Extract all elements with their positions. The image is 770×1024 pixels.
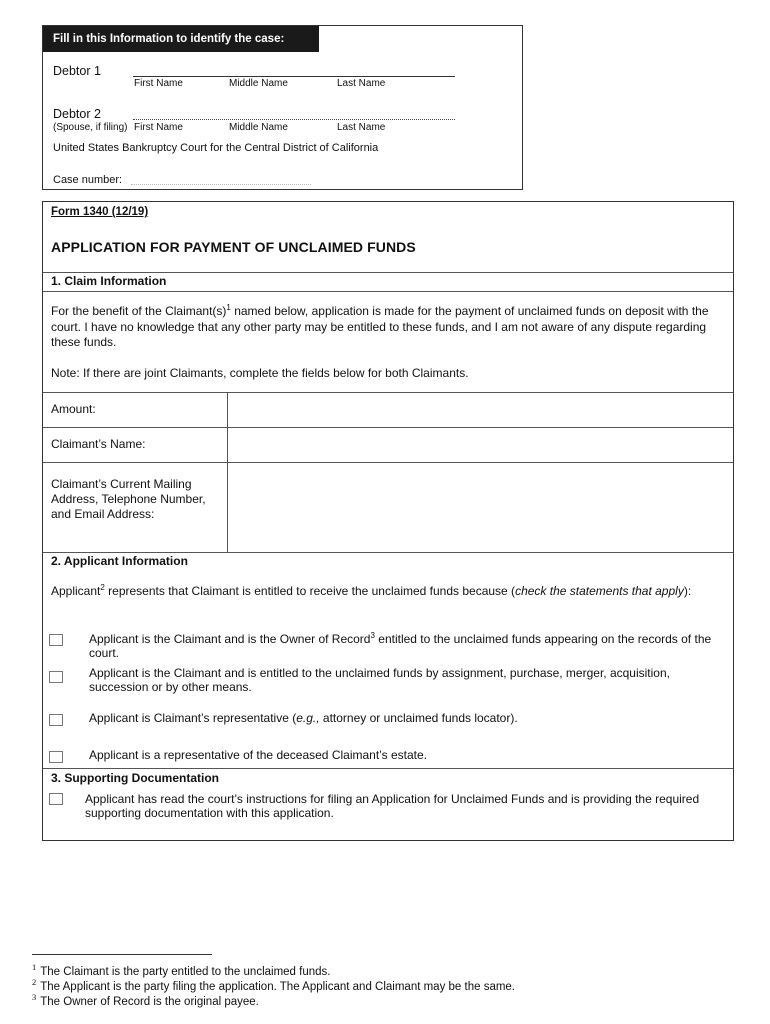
claim-fields-table [43, 392, 733, 552]
divider [43, 552, 733, 553]
assignment-option: Applicant is the Claimant and is entitled to the unclaimed funds by assignment, purchase, merger, acquisition, succession or by other means. [89, 666, 670, 694]
debtor2-name-field[interactable] [133, 119, 455, 120]
case-box-header: Fill in this Information to identify the case: [43, 26, 319, 52]
footnote-2: $^2$ The Applicant is the party filing the application. The Applicant and Claimant may be the same. [32, 977, 516, 993]
estate-representative-option: Applicant is a representative of the deceased Claimant’s estate. [89, 748, 427, 762]
section3-title: 3. Supporting Documentation [51, 771, 219, 785]
court-name: United States Bankruptcy Court for the Central District of California [53, 142, 379, 154]
spouse-note: (Spouse, if filing) [53, 122, 128, 133]
representative-checkbox[interactable] [49, 714, 63, 726]
debtor2-last-name-label: Last Name [337, 122, 386, 133]
applicant-intro: Applicant$^2$ represents that Claimant is entitled to receive the unclaimed funds because (check the statements that apply): [51, 583, 692, 598]
debtor1-middle-name-label: Middle Name [229, 78, 288, 89]
claimant-address-field[interactable] [228, 463, 733, 552]
owner-of-record-option: Applicant is the Claimant and is the Owner of Record$^3$ entitled to the unclaimed funds appearing on the records of the court. [89, 631, 712, 660]
debtor2-middle-name-label: Middle Name [229, 122, 288, 133]
case-identification-box [42, 25, 523, 190]
divider [43, 768, 733, 769]
debtor1-first-name-label: First Name [134, 78, 183, 89]
assignment-checkbox[interactable] [49, 671, 63, 683]
debtor2-label: Debtor 2 [53, 107, 101, 121]
debtor2-first-name-label: First Name [134, 122, 183, 133]
debtor1-name-field[interactable] [133, 76, 455, 77]
owner-of-record-checkbox[interactable] [49, 634, 63, 646]
footnote-1: $^1$ The Claimant is the party entitled to the unclaimed funds. [32, 962, 331, 978]
joint-claimants-note: Note: If there are joint Claimants, complete the fields below for both Claimants. [51, 366, 469, 380]
case-number-label: Case number: [53, 174, 123, 186]
amount-field[interactable] [228, 392, 733, 427]
section2-title: 2. Applicant Information [51, 554, 188, 568]
supporting-docs-option: Applicant has read the court’s instructions for filing an Application for Unclaimed Funds and is providing the required supporting documentation with this application. [85, 792, 700, 820]
estate-representative-checkbox[interactable] [49, 751, 63, 763]
claimant-address-label: Claimant’s Current Mailing Address, Telephone Number, and Email Address: [51, 477, 206, 521]
footnote-rule [32, 954, 212, 955]
form-title: APPLICATION FOR PAYMENT OF UNCLAIMED FUNDS [51, 239, 416, 255]
representative-option: Applicant is Claimant’s representative (e.g., attorney or unclaimed funds locator). [89, 711, 518, 725]
debtor1-last-name-label: Last Name [337, 78, 386, 89]
section1-title: 1. Claim Information [51, 274, 167, 288]
form-id: Form 1340 (12/19) [51, 206, 149, 218]
divider [43, 272, 733, 273]
footnote-3: $^3$ The Owner of Record is the original payee. [32, 992, 259, 1008]
supporting-docs-checkbox[interactable] [49, 793, 63, 805]
case-number-field[interactable] [131, 184, 311, 185]
claimant-name-label: Claimant’s Name: [51, 437, 146, 451]
claim-statement: For the benefit of the $Claimant(s)^1$ named below, application is made for the payment of unclaimed funds on deposit with the court. I have no knowledge that any other party may be entitled to these funds, and I am not aware of any dispute regarding these funds. [51, 303, 709, 349]
claimant-name-field[interactable] [228, 428, 733, 462]
application-form [42, 201, 734, 841]
amount-label: Amount: [51, 402, 96, 416]
debtor1-label: Debtor 1 [53, 64, 101, 78]
divider [43, 291, 733, 292]
